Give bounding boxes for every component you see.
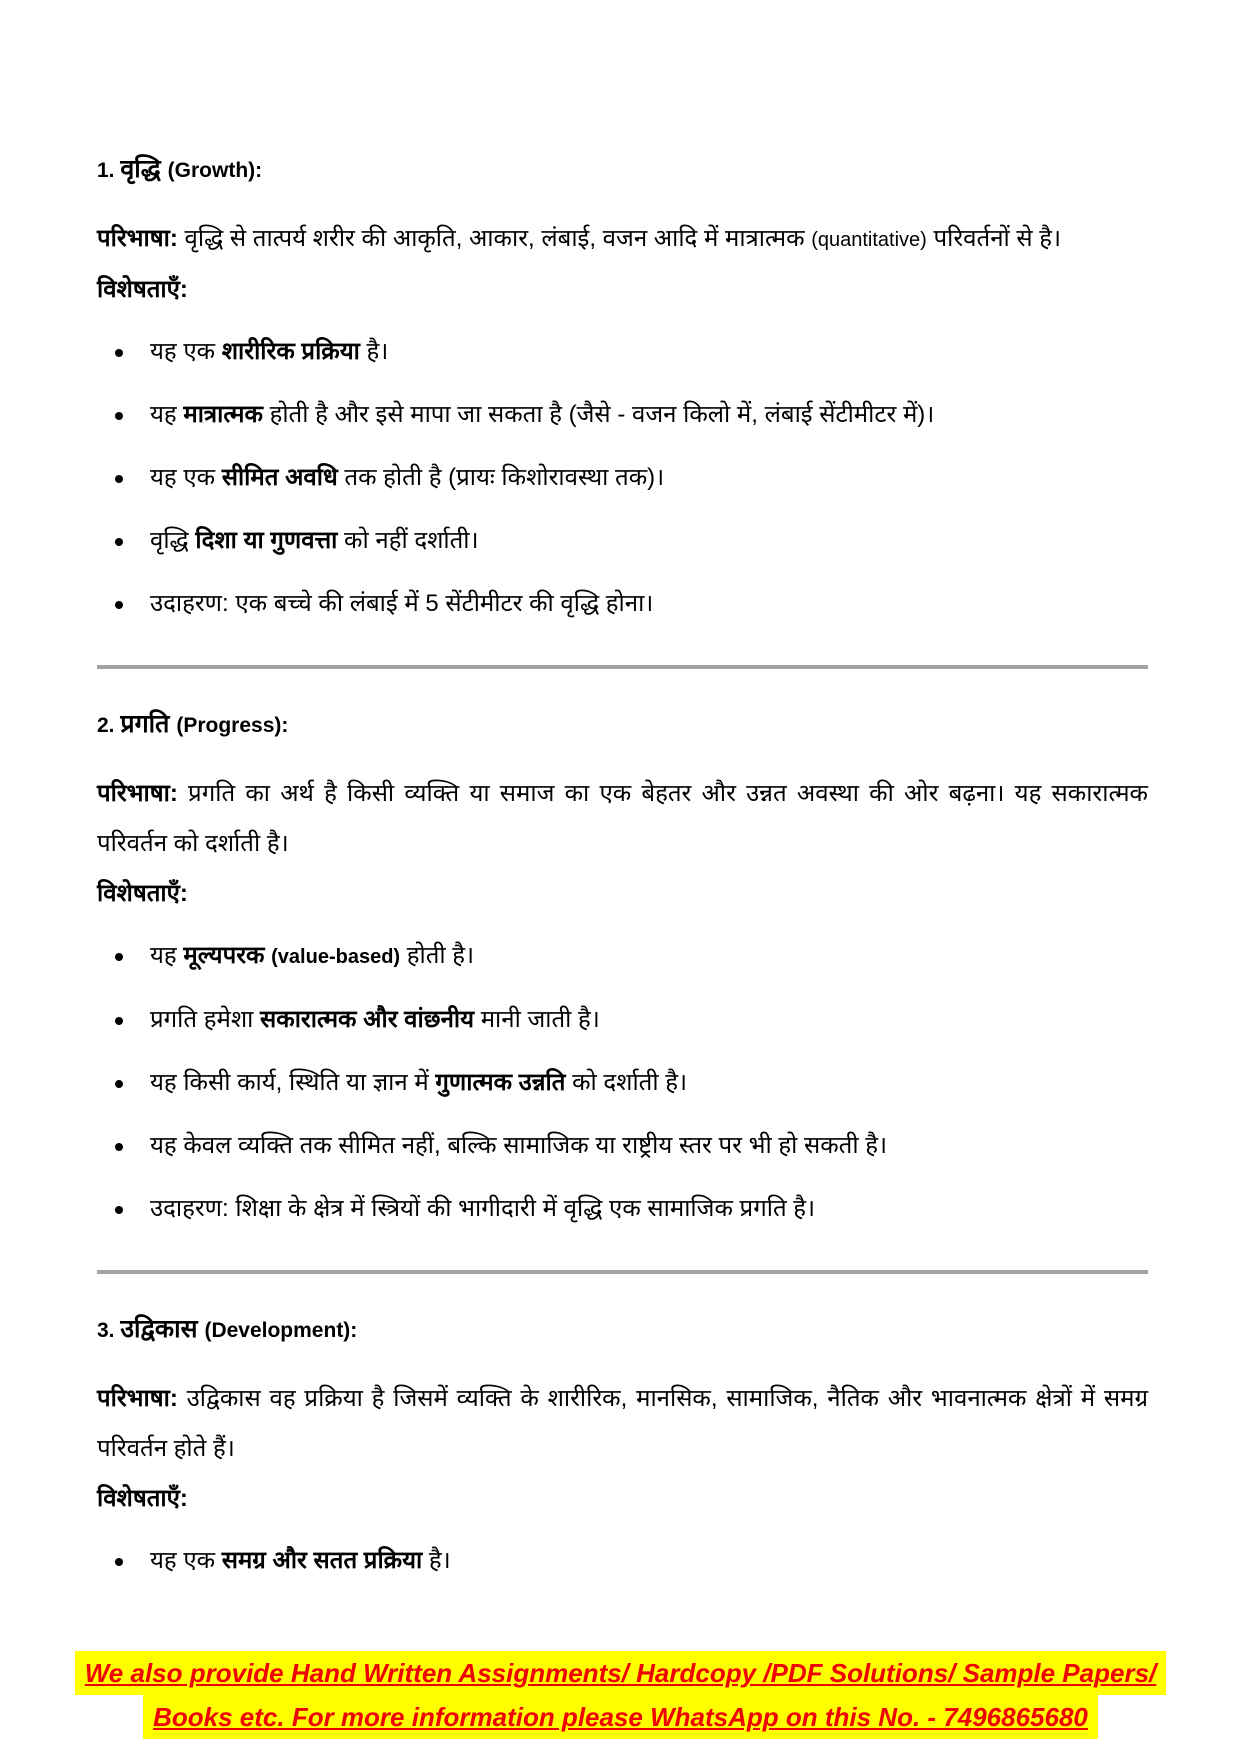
text-segment: मानी जाती है। — [474, 1006, 600, 1033]
text-segment: 3. — [97, 1319, 121, 1342]
bullet-dot-icon — [115, 475, 123, 483]
bullet-text — [150, 1006, 600, 1033]
bullet-dot-icon — [115, 1017, 123, 1025]
bullet-dot-icon — [115, 953, 123, 961]
text-segment: (Growth): — [167, 159, 263, 182]
text-segment: यह — [150, 401, 184, 428]
text-segment: परिभाषा: — [97, 1385, 178, 1412]
bullet-dot-icon — [115, 1206, 123, 1214]
bullet-text — [150, 590, 653, 617]
bullet-item — [97, 453, 1148, 503]
text-segment: परिभाषा: — [97, 780, 178, 807]
bullet-dot-icon — [115, 1143, 123, 1151]
text-segment: समग्र और सतत प्रक्रिया — [221, 1547, 423, 1574]
text-segment: विशेषताएँ: — [97, 276, 188, 303]
text-segment: 2. — [97, 714, 121, 737]
text-segment: प्रगति हमेशा — [150, 1006, 261, 1033]
text-segment: (quantitative) — [811, 229, 927, 251]
bullet-text — [150, 1547, 451, 1574]
bullet-text — [150, 1195, 815, 1222]
text-segment: शारीरिक प्रक्रिया — [221, 338, 360, 365]
bullet-text — [150, 1069, 687, 1096]
section-heading — [97, 705, 1148, 745]
text-segment: होती है और इसे मापा जा सकता है (जैसे - वजन किलो में, लंबाई सेंटीमीटर में)। — [262, 401, 935, 428]
text-segment: 1. — [97, 159, 121, 182]
text-segment: है। — [422, 1547, 451, 1574]
promo-line-2 — [0, 1695, 1241, 1739]
section-divider — [97, 665, 1148, 669]
bullet-item — [97, 516, 1148, 566]
bullet-item — [97, 327, 1148, 377]
text-segment: यह एक — [150, 1547, 222, 1574]
text-segment: प्रगति — [120, 710, 170, 738]
features-label — [97, 1474, 1148, 1524]
text-segment: गुणात्मक उन्नति — [435, 1069, 566, 1096]
bullet-item — [97, 1121, 1148, 1171]
bullet-item — [97, 1184, 1148, 1234]
bullet-item — [97, 1536, 1148, 1586]
section-divider — [97, 1270, 1148, 1274]
bullet-text — [150, 464, 664, 491]
text-segment: वृद्धि — [150, 527, 196, 554]
definition-paragraph — [97, 1374, 1148, 1474]
content-section-1 — [97, 150, 1148, 669]
bullet-dot-icon — [115, 349, 123, 357]
bullet-list — [97, 327, 1148, 629]
text-segment: को नहीं दर्शाती। — [337, 527, 479, 554]
text-segment: यह एक — [150, 464, 222, 491]
bullet-dot-icon — [115, 601, 123, 609]
section-heading — [97, 1310, 1148, 1350]
bullet-text — [150, 338, 388, 365]
promo-line-1 — [0, 1651, 1241, 1695]
definition-paragraph — [97, 769, 1148, 869]
promo-line-2-text: Books etc. For more information please WhatsApp on this No. - 7496865680 — [143, 1695, 1098, 1739]
text-segment: उद्विकास — [120, 1315, 198, 1343]
bullet-dot-icon — [115, 1558, 123, 1566]
text-segment: वृद्धि — [120, 155, 161, 183]
text-segment: उद्विकास वह प्रक्रिया है जिसमें व्यक्ति के शारीरिक, मानसिक, सामाजिक, नैतिक और भावनात्मक क्षेत्रों में समग्र परिवर्तन होते हैं। — [97, 1385, 1148, 1462]
text-segment: उदाहरण: एक बच्चे की लंबाई में 5 सेंटीमीटर की वृद्धि होना। — [150, 590, 654, 617]
text-segment: तक होती है (प्रायः किशोरावस्था तक)। — [337, 464, 665, 491]
text-segment: (Development): — [204, 1319, 358, 1342]
text-segment: को दर्शाती है। — [565, 1069, 688, 1096]
text-segment: होती है। — [400, 942, 475, 969]
bullet-list — [97, 931, 1148, 1234]
text-segment: यह किसी कार्य, स्थिति या ज्ञान में — [150, 1069, 436, 1096]
promo-footer — [0, 1651, 1241, 1739]
text-segment: परिवर्तनों से है। — [926, 225, 1062, 252]
text-segment: यह — [150, 942, 184, 969]
text-segment: है। — [359, 338, 389, 365]
text-segment: विशेषताएँ: — [97, 880, 188, 907]
text-segment: यह एक — [150, 338, 222, 365]
bullet-dot-icon — [115, 1080, 123, 1088]
text-segment: मात्रात्मक — [183, 401, 263, 428]
bullet-item — [97, 1058, 1148, 1108]
text-segment: (Progress): — [176, 714, 289, 737]
bullet-dot-icon — [115, 412, 123, 420]
bullet-text — [150, 942, 474, 969]
definition-paragraph — [97, 214, 1148, 265]
bullet-item — [97, 390, 1148, 440]
text-segment: यह केवल व्यक्ति तक सीमित नहीं, बल्कि सामाजिक या राष्ट्रीय स्तर पर भी हो सकती है। — [150, 1132, 888, 1159]
text-segment: (value-based) — [271, 946, 401, 968]
features-label — [97, 265, 1148, 315]
promo-line-1-text: We also provide Hand Written Assignments/ Hardcopy /PDF Solutions/ Sample Papers/ — [75, 1651, 1167, 1695]
bullet-list — [97, 1536, 1148, 1586]
text-segment: मूल्यपरक — [183, 942, 272, 969]
section-heading — [97, 150, 1148, 190]
bullet-text — [150, 401, 934, 428]
text-segment: सीमित अवधि — [221, 464, 338, 491]
features-label — [97, 869, 1148, 919]
text-segment: वृद्धि से तात्पर्य शरीर की आकृति, आकार, लंबाई, वजन आदि में मात्रात्मक — [177, 225, 812, 252]
bullet-item — [97, 579, 1148, 629]
bullet-item — [97, 995, 1148, 1045]
content-section-3 — [97, 1310, 1148, 1586]
bullet-item — [97, 931, 1148, 982]
text-segment: सकारात्मक और वांछनीय — [260, 1006, 475, 1033]
text-segment: प्रगति का अर्थ है किसी व्यक्ति या समाज का एक बेहतर और उन्नत अवस्था की ओर बढ़ना। यह सकारात्मक परिवर्तन को दर्शाती है। — [97, 780, 1148, 857]
text-segment — [161, 155, 168, 183]
text-segment: विशेषताएँ: — [97, 1485, 188, 1512]
bullet-text — [150, 1132, 887, 1159]
content-section-2 — [97, 705, 1148, 1274]
text-segment: दिशा या गुणवत्ता — [195, 527, 338, 554]
text-segment: उदाहरण: शिक्षा के क्षेत्र में स्त्रियों की भागीदारी में वृद्धि एक सामाजिक प्रगति है। — [150, 1195, 816, 1222]
bullet-dot-icon — [115, 538, 123, 546]
bullet-text — [150, 527, 479, 554]
text-segment: परिभाषा: — [97, 225, 178, 252]
